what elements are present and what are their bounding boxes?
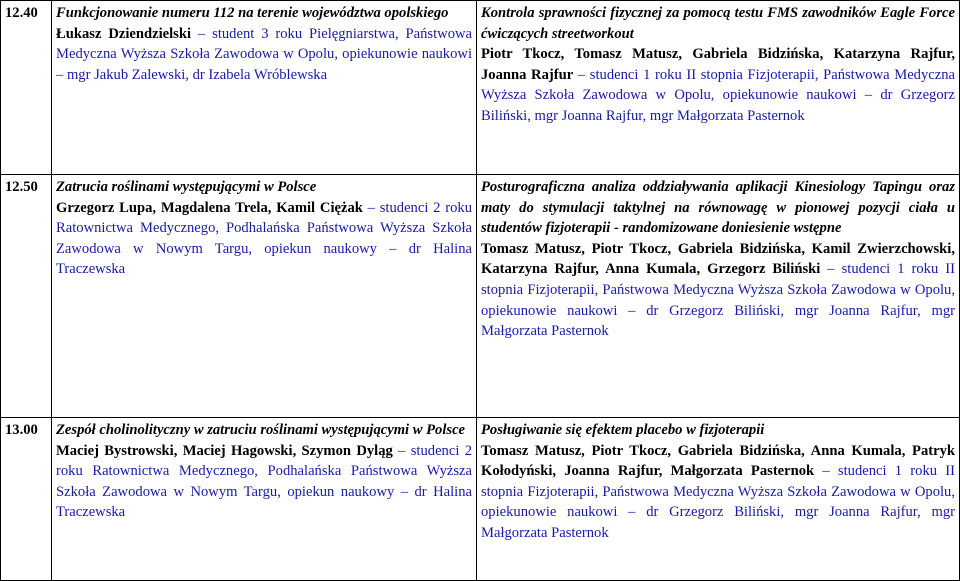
presentation-title: Zatrucia roślinami występującymi w Polsce xyxy=(56,179,317,195)
presentation-title: Posturograficzna analiza oddziaływania aplikacji Kinesiology Tapingu oraz maty do stymulacji taktylnej na równowagę w pionowej pozycji ciała u studentów fizjoterapii - randomizowane doniesienie wstępne xyxy=(481,179,955,237)
presentation-title: Posługiwanie się efektem placebo w fizjoterapii xyxy=(481,422,765,438)
presentation-cell-right xyxy=(477,1,960,175)
presentation-affiliation: – studenci 1 roku II stopnia Fizjoterapii, Państwowa Medyczna Wyższa Szkoła Zawodowa w Opolu, opiekunowie naukowi – dr Grzegorz Biliński, mgr Joanna Rajfur, mgr Małgorzata Pasternok xyxy=(481,261,955,340)
presentation-cell-right xyxy=(477,175,960,418)
presentation-cell-left xyxy=(52,175,477,418)
presentation-cell-left xyxy=(52,1,477,175)
schedule-row xyxy=(1,1,960,175)
presentation-authors: Piotr Tkocz, Tomasz Matusz, Gabriela Bidzińska, Katarzyna Rajfur, Joanna Rajfur xyxy=(481,46,955,83)
presentation-authors: Tomasz Matusz, Piotr Tkocz, Gabriela Bidzińska, Kamil Zwierzchowski, Katarzyna Rajfur, Anna Kumala, Grzegorz Biliński xyxy=(481,240,955,278)
presentation-authors: Łukasz Dziendzielski xyxy=(56,25,192,42)
presentation-affiliation: – studenci 2 roku Ratownictwa Medycznego, Podhalańska Państwowa Wyższa Szkoła Zawodowa w Nowym Targu, opiekun naukowy – dr Halina Traczewska xyxy=(56,199,473,278)
presentation-cell-left xyxy=(52,418,477,581)
presentation-affiliation: – studenci 1 roku II stopnia Fizjoterapii, Państwowa Medyczna Wyższa Szkoła Zawodowa w Opolu, opiekunowie naukowi – dr Grzegorz Biliński, mgr Joanna Rajfur, mgr Małgorzata Pasternok xyxy=(481,66,956,124)
presentation-affiliation: – student 3 roku Pielęgniarstwa, Państwowa Medyczna Wyższa Szkoła Zawodowa w Opolu, opiekunowie naukowi – mgr Jakub Zalewski, dr Izabela Wróblewska xyxy=(56,25,473,83)
schedule-row xyxy=(1,175,960,418)
presentation-authors: Grzegorz Lupa, Magdalena Trela, Kamil Ciężak xyxy=(56,199,363,216)
presentation-title: Zespół cholinolityczny w zatruciu roślinami występującymi w Polsce xyxy=(56,422,466,438)
presentation-authors: Maciej Bystrowski, Maciej Hagowski, Szymon Dyląg xyxy=(56,442,393,459)
presentation-authors: Tomasz Matusz, Piotr Tkocz, Gabriela Bidzińska, Anna Kumala, Patryk Kołodyński, Joanna Rajfur, Małgorzata Pasternok xyxy=(481,442,955,480)
presentation-affiliation: – studenci 1 roku II stopnia Fizjoterapii, Państwowa Medyczna Wyższa Szkoła Zawodowa w Opolu, opiekunowie naukowi – dr Grzegorz Biliński, mgr Joanna Rajfur, mgr Małgorzata Pasternok xyxy=(481,463,955,541)
presentation-cell-right xyxy=(477,418,960,581)
time-slot: 12.40 xyxy=(1,1,52,175)
presentation-affiliation: – studenci 2 roku Ratownictwa Medycznego, Podhalańska Państwowa Wyższa Szkoła Zawodowa w Nowym Targu, opiekun naukowy – dr Halina Traczewska xyxy=(56,442,472,521)
presentation-title: Funkcjonowanie numeru 112 na terenie województwa opolskiego xyxy=(56,5,449,21)
time-slot: 13.00 xyxy=(1,418,52,581)
schedule-row xyxy=(1,418,960,581)
time-slot: 12.50 xyxy=(1,175,52,418)
presentation-title: Kontrola sprawności fizycznej za pomocą testu FMS zawodników Eagle Force ćwiczących streetworkout xyxy=(481,5,955,42)
